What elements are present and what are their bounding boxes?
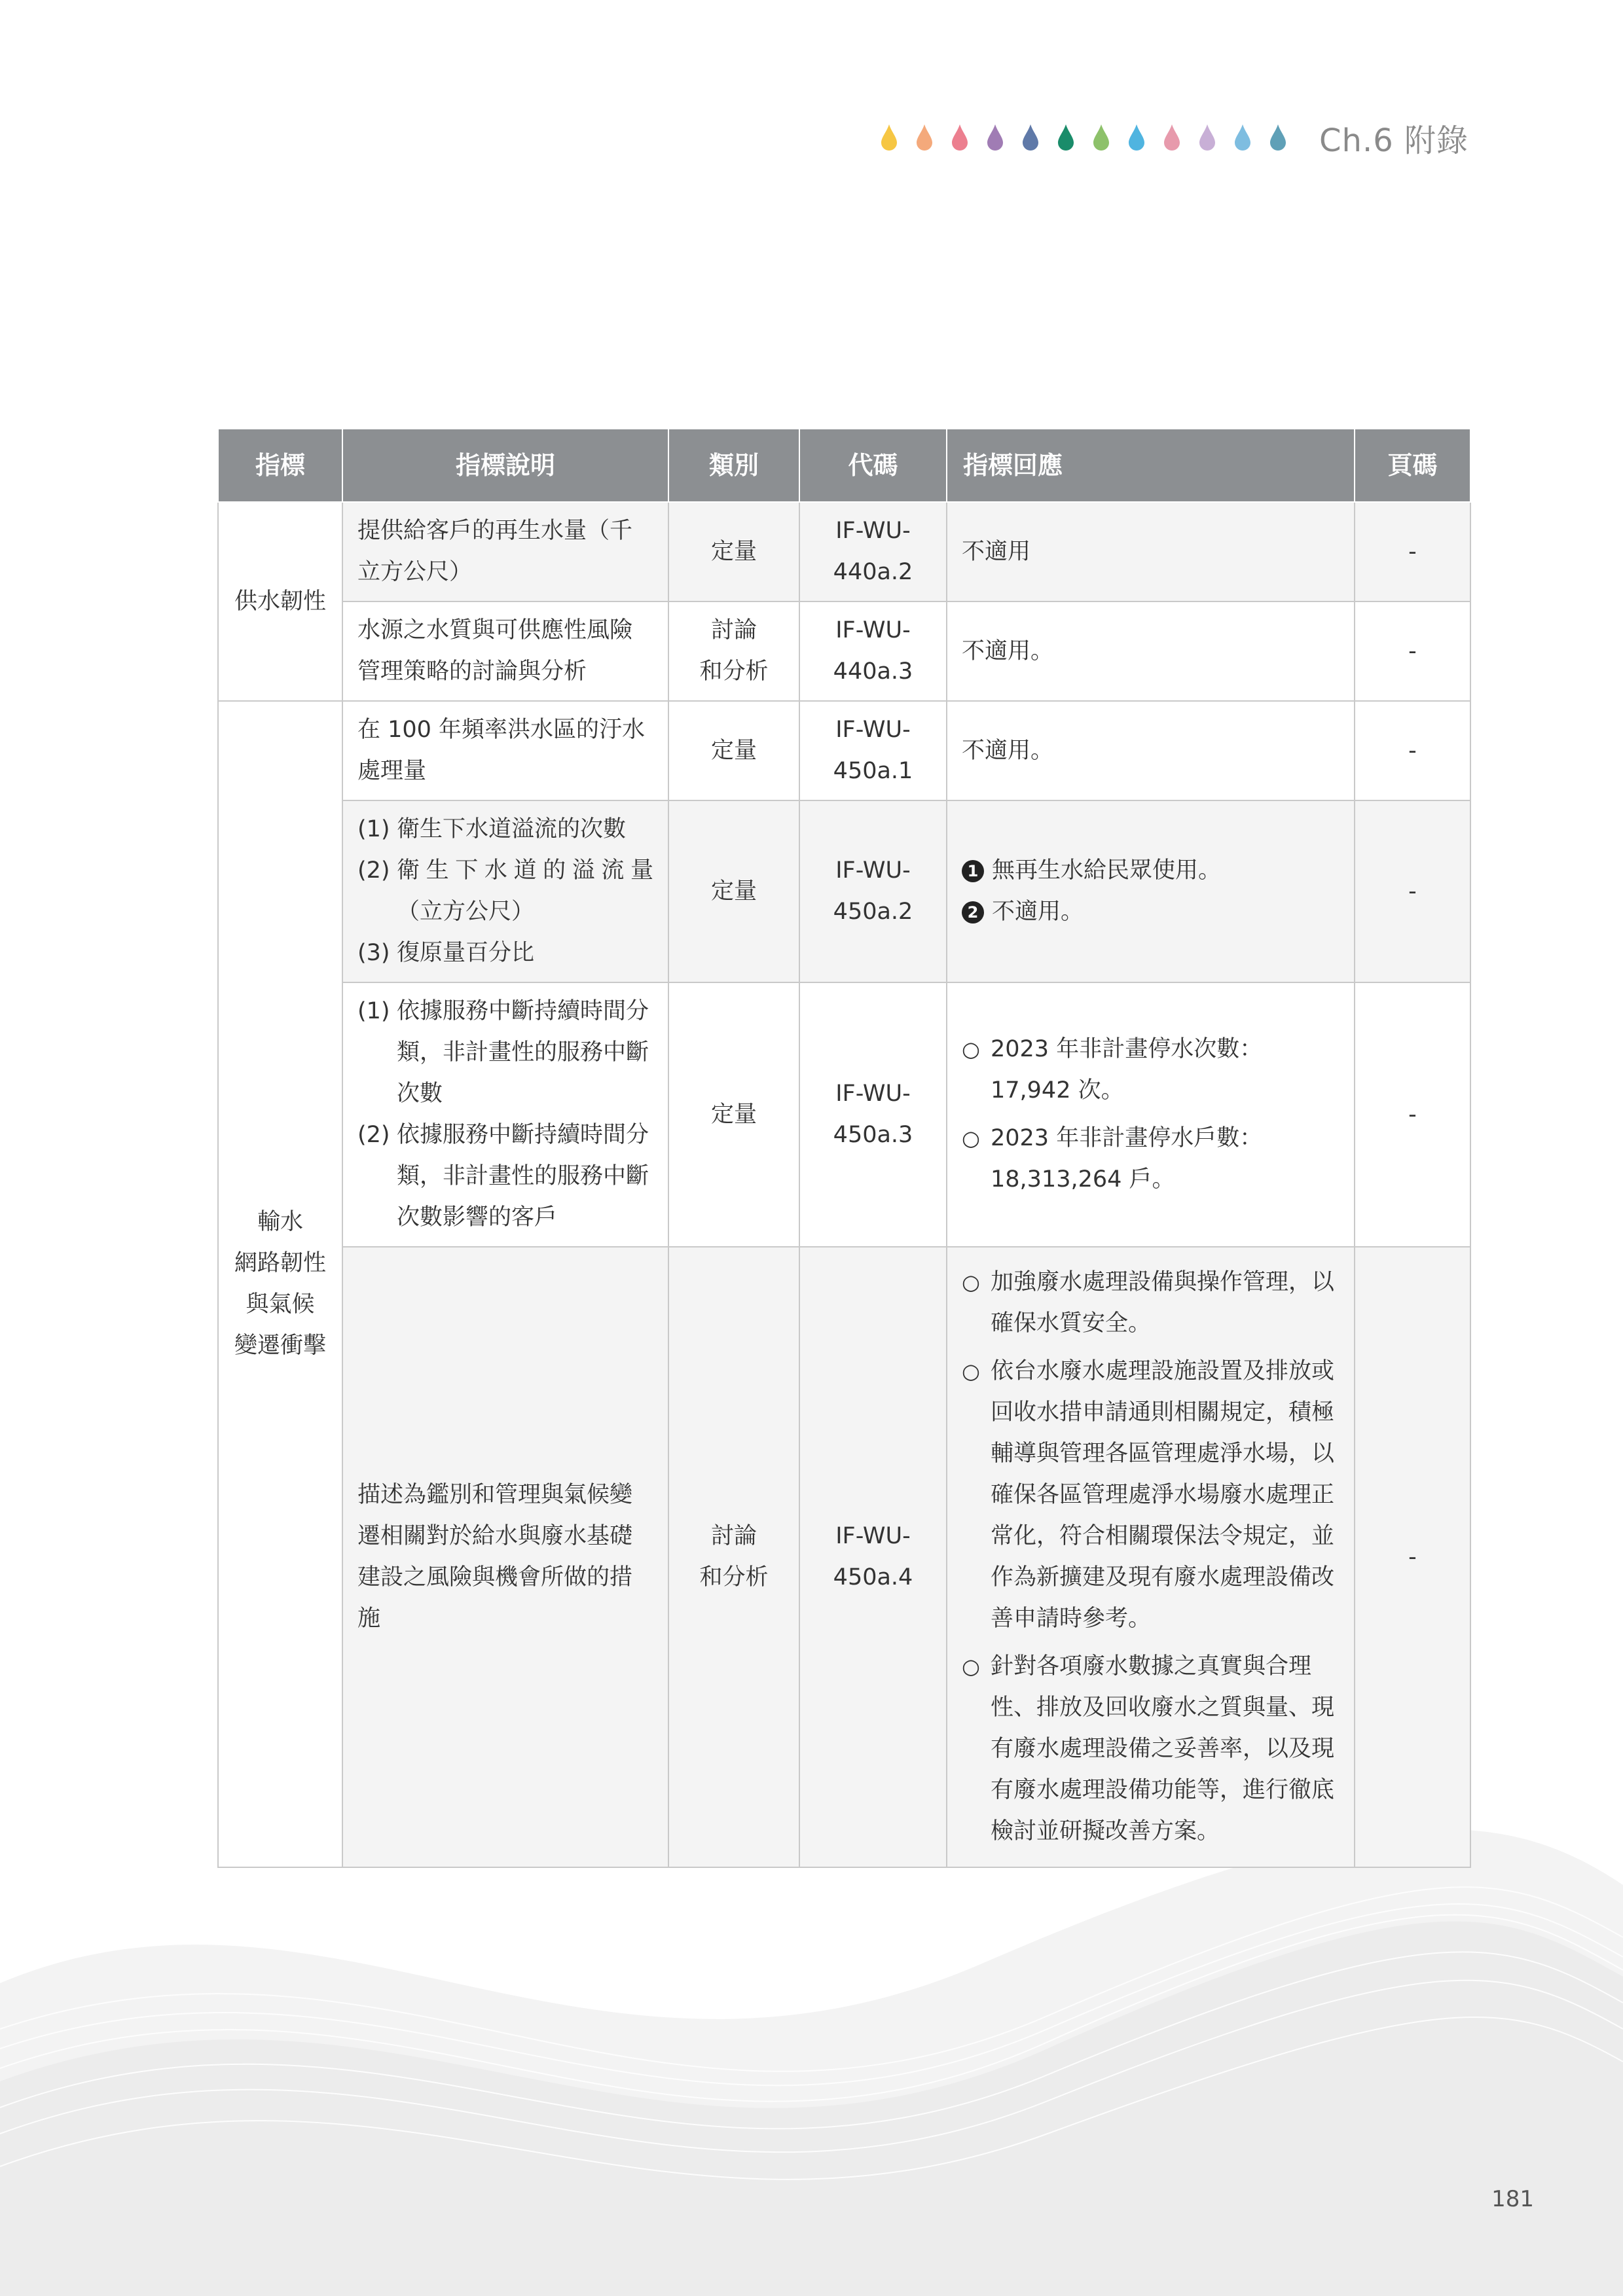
water-drop-icon [951,123,969,152]
code-line: IF-WU- [835,857,911,884]
code-line: 440a.3 [833,658,913,685]
water-drop-icon [880,123,898,152]
row-category [668,601,799,701]
table-row [218,982,1470,1247]
list-text: 復原量百分比 [397,940,535,966]
table-row [218,701,1470,800]
row-category: 定量 [668,982,799,1247]
group-line: 變遷衝擊 [234,1333,326,1359]
list-number: (2) [357,1122,390,1148]
table-header-row [218,429,1470,502]
row-code [799,601,947,701]
code-line: IF-WU- [835,717,911,743]
water-drop-icon [1163,123,1181,152]
code-line: IF-WU- [835,617,911,643]
circle-bullet-icon: ○ [962,1654,980,1679]
code-line: 440a.2 [833,559,913,585]
row-code [799,1247,947,1867]
row-code [799,502,947,601]
list-text: （立方公尺） [397,899,535,925]
circle-bullet-icon: ○ [962,1359,980,1384]
code-line: IF-WU- [835,518,911,544]
water-drop-icon [1198,123,1216,152]
row-code [799,701,947,800]
row-page: - [1355,800,1470,982]
list-item [357,809,653,850]
row-response: 不適用 [947,502,1355,601]
list-number: (3) [357,940,390,966]
response-text: 針對各項廢水數據之真實與合理性、排放及回收廢水之質與量、現有廢水處理設備之妥善率，以及現有廢水處理設備功能等，進行徹底檢討並研擬改善方案。 [991,1653,1335,1844]
response-text: 17,942 次。 [991,1077,1124,1103]
row-description: 在 100 年頻率洪水區的汙水處理量 [342,701,668,800]
code-line: 450a.3 [833,1122,913,1148]
list-item [357,991,653,1115]
circle-bullet-icon: ○ [962,1270,980,1295]
list-number: (2) [357,857,390,884]
group-line: 與氣候 [246,1291,315,1318]
list-number: (1) [357,816,390,842]
code-line: 450a.1 [833,758,913,784]
water-drop-icon [1127,123,1146,152]
water-drop-icon [1233,123,1252,152]
list-item [357,933,653,974]
header-indicator: 指標 [218,429,342,502]
water-drop-icon [1021,123,1040,152]
row-page: - [1355,502,1470,601]
circle-bullet-icon: ○ [962,1037,980,1062]
code-line: 450a.4 [833,1564,913,1590]
row-response [947,800,1355,982]
color-drops [871,123,1296,152]
row-category [668,1247,799,1867]
water-drop-icon [915,123,934,152]
row-code [799,800,947,982]
row-category: 定量 [668,502,799,601]
group-water-supply-resilience: 供水韌性 [218,502,342,701]
water-drop-icon [1092,123,1110,152]
header-description: 指標說明 [342,429,668,502]
response-text: 2023 年非計畫停水次數： [991,1036,1263,1062]
header-category: 類別 [668,429,799,502]
response-item [962,1118,1340,1200]
row-description: 描述為鑑別和管理與氣候變遷相關對於給水與廢水基礎建設之風險與機會所做的措施 [342,1247,668,1867]
row-description [342,800,668,982]
page-header [871,111,1468,164]
response-text: 無再生水給民眾使用。 [992,857,1222,884]
number-badge-icon: 2 [962,901,984,924]
table-row [218,502,1470,601]
water-drop-icon [1269,123,1287,152]
table-row [218,800,1470,982]
row-category: 定量 [668,800,799,982]
code-line: IF-WU- [835,1523,911,1549]
list-text: 依據服務中斷持續時間分類，非計畫性的服務中斷次數影響的客戶 [397,1122,649,1230]
category-line: 討論 [710,1523,757,1549]
category-line: 和分析 [699,1564,769,1590]
table-row [218,601,1470,701]
row-response [947,1247,1355,1867]
response-text: 加強廢水處理設備與操作管理，以確保水質安全。 [991,1269,1335,1336]
row-page: - [1355,1247,1470,1867]
list-text: 衛生下水道的溢流量 [397,857,653,884]
row-category: 定量 [668,701,799,800]
response-item [962,1646,1340,1852]
row-page: - [1355,982,1470,1247]
response-item [962,1262,1340,1344]
list-item [357,1115,653,1238]
response-item [962,1029,1340,1111]
group-network-resilience [218,701,342,1867]
water-drop-icon [986,123,1004,152]
category-line: 討論 [710,617,757,643]
row-response [947,982,1355,1247]
row-page: - [1355,601,1470,701]
table-row [218,1247,1470,1867]
row-response: 不適用。 [947,701,1355,800]
response-item [962,1351,1340,1640]
code-line: 450a.2 [833,899,913,925]
response-text: 18,313,264 戶。 [991,1166,1175,1193]
header-response: 指標回應 [947,429,1355,502]
row-description: 水源之水質與可供應性風險管理策略的討論與分析 [342,601,668,701]
list-text: 衛生下水道溢流的次數 [397,816,627,842]
list-item [357,850,653,933]
row-code [799,982,947,1247]
response-text: 依台水廢水處理設施設置及排放或回收水措申請通則相關規定，積極輔導與管理各區管理處淨水場，以確保各區管理處淨水場廢水處理正常化，符合相關環保法令規定，並作為新擴建及現有廢水處理設備改善申請時參考。 [991,1358,1335,1632]
response-text: 2023 年非計畫停水戶數： [991,1125,1263,1151]
sasb-index-table [217,428,1471,1868]
circle-bullet-icon: ○ [962,1126,980,1151]
page-number: 181 [1491,2186,1534,2212]
response-item [962,891,1340,933]
group-line: 輸水 [257,1209,303,1235]
group-line: 網路韌性 [234,1250,326,1276]
row-response: 不適用。 [947,601,1355,701]
row-description [342,982,668,1247]
row-page: - [1355,701,1470,800]
header-code: 代碼 [799,429,947,502]
category-line: 和分析 [699,658,769,685]
code-line: IF-WU- [835,1081,911,1107]
response-item [962,850,1340,891]
chapter-title: Ch.6 附錄 [1319,122,1468,159]
header-page: 頁碼 [1355,429,1470,502]
row-description: 提供給客戶的再生水量（千立方公尺） [342,502,668,601]
list-number: (1) [357,998,390,1024]
response-text: 不適用。 [992,899,1084,925]
water-drop-icon [1057,123,1075,152]
number-badge-icon: 1 [962,860,984,882]
list-text: 依據服務中斷持續時間分類，非計畫性的服務中斷次數 [397,998,649,1107]
